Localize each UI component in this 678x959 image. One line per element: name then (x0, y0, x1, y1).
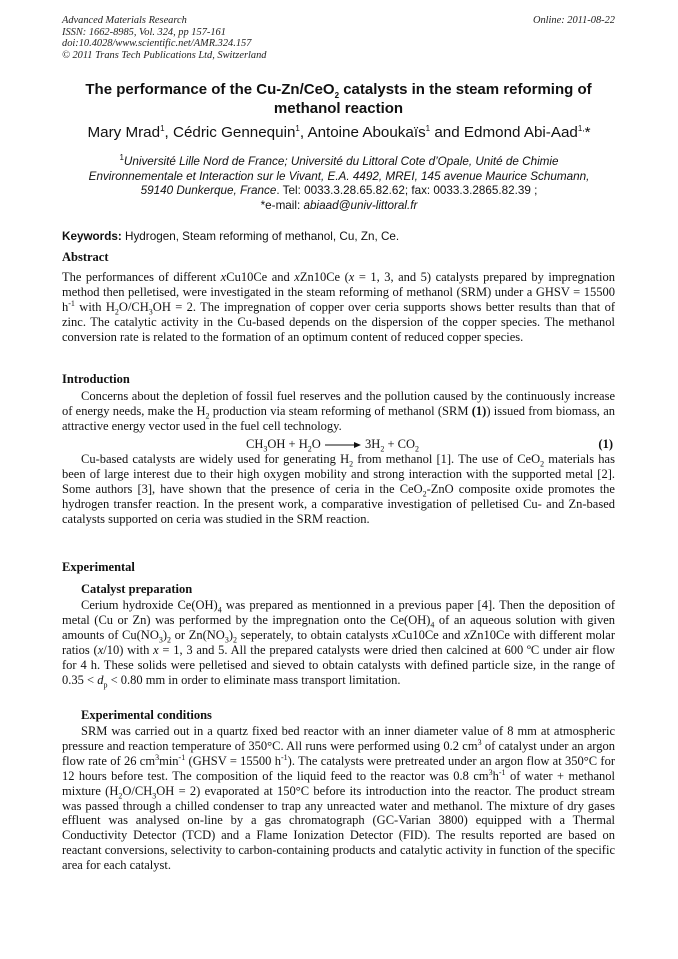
prep-var: x (464, 627, 470, 642)
abstract-body (62, 270, 615, 345)
catalyst-preparation-heading: Catalyst preparation (81, 582, 193, 596)
cond-text: O/CH (122, 783, 153, 798)
cond-text: ). The catalysts were pretreated under an argon flow at 350°C for 12 hours before test. The composition of the liquid feed to the reactor was 0.8 cm (62, 753, 615, 783)
prep-paragraph (62, 598, 615, 690)
online-date: Online: 2011-08-22 (532, 15, 615, 26)
equation-formula (246, 437, 419, 452)
introduction-paragraph-1 (62, 389, 615, 434)
equation-number: (1) (598, 437, 613, 451)
author-3-sup: 1 (425, 123, 431, 133)
cond-sup: 3 (477, 737, 482, 747)
prep-text: Cerium hydroxide Ce(OH) (81, 598, 218, 612)
abstract-text: OH = 2. The impregnation of copper over ceria supports shows better results than that of zinc. The catalytic activity in the Cu-based depends on the dispersion of the copper species. The methanol conversion rate is related to the formation of an optimum content of reduced copper species. (62, 299, 616, 344)
intro-sub: 2 (205, 411, 210, 421)
email-link[interactable]: abiaad@univ-littoral.fr (303, 198, 418, 212)
cond-sub: 3 (152, 791, 157, 801)
prep-text: < 0.80 mm in order to eliminate mass transport limitation. (107, 672, 401, 687)
intro-sub: 2 (540, 459, 545, 469)
abstract-text: = 1, 3, and 5) catalysts prepared by impregnation method then pelletised, were investigated in the steam reforming of methanol (SRM) under a GHSV = 15500 h (62, 270, 615, 314)
prep-text: Cu10Ce and (397, 627, 465, 642)
eq-text: 3H (361, 437, 381, 451)
prep-text: Zn10Ce with different molar ratios ( (62, 627, 615, 657)
journal-doi: doi:10.4028/www.scientific.net/AMR.324.157 (62, 38, 252, 50)
experimental-conditions-heading: Experimental conditions (81, 708, 212, 722)
cond-sup: -1 (498, 767, 506, 777)
prep-sub: 4 (430, 620, 435, 630)
prep-sub: 3 (224, 635, 229, 645)
cond-text: of water + methanol mixture (H (62, 768, 615, 798)
journal-name: Advanced Materials Research (62, 15, 187, 26)
intro-text: from methanol [1]. The use of CeO (353, 452, 541, 466)
abstract-sup: -1 (68, 298, 75, 308)
author-2: , Cédric Gennequin (164, 124, 296, 141)
abstract-paragraph (62, 270, 615, 345)
prep-var: x (153, 642, 159, 657)
abstract-heading: Abstract (62, 250, 109, 264)
intro-text: ) issued from biomass, an attractive energy vector used in the fuel cell technology. (62, 403, 616, 433)
author-3: , Antoine Aboukaïs (299, 124, 426, 141)
prep-sub: p (103, 680, 108, 690)
prep-var: x (97, 642, 104, 657)
intro-sub: 2 (422, 489, 427, 499)
prep-text: or Zn(NO (171, 627, 225, 642)
prep-text: ) (228, 627, 233, 642)
author-1-sup: 1 (160, 123, 165, 133)
prep-text: ) (162, 627, 168, 642)
keywords-label: Keywords: (62, 230, 122, 243)
conditions-paragraph (62, 724, 615, 873)
intro-p2 (62, 452, 615, 527)
author-4-sup: 1, (577, 123, 585, 133)
abstract-text: with H (74, 299, 115, 314)
journal-header (62, 15, 266, 61)
abstract-var: x (220, 270, 227, 284)
affiliation-contact: . Tel: 0033.3.28.65.82.62; fax: 0033.3.2865.82.39 ; (276, 184, 538, 198)
intro-sub: 2 (349, 459, 354, 469)
affiliation-city: 59140 Dunkerque, France (140, 184, 277, 198)
abstract-sub: 3 (148, 307, 153, 317)
prep-sub: 3 (158, 635, 163, 645)
intro-eq-ref: (1) (471, 403, 487, 418)
cond-text: (GHSV = 15500 h (185, 753, 281, 768)
prep-text: = 1, 3 and 5. All the prepared catalysts were dried then calcined at 600 ºC under air flow for 4 h. These solids were pelletised and sieved to obtain catalysts with defined particle size, in the range of 0.35 < (62, 642, 615, 687)
prep-text: of an aqueous solution with given amounts of Cu(NO (62, 612, 615, 642)
affiliation-line-2: Environnementale et Interaction sur le Vivant, E.A. 4492, MREI, 145 avenue Maurice Schumann, (88, 169, 590, 183)
journal-issn: ISSN: 1662-8985, Vol. 324, pp 157-161 (62, 26, 226, 38)
paper-title (62, 80, 615, 118)
cond-sub: 2 (118, 791, 123, 801)
abstract-text: Zn10Ce ( (299, 270, 349, 284)
intro-text: Cu-based catalysts are widely used for generating H (81, 452, 350, 466)
author-1: Mary Mrad (87, 124, 161, 141)
intro-text: Concerns about the depletion of fossil fuel reserves and the pollution caused by the continuously increase of energy needs, make the H (62, 389, 615, 418)
intro-text: -ZnO composite oxide promotes the hydrogen transfer reaction. In the present work, a comparative investigation of pelletised Cu- and Zn-based catalysts supported on ceria was studied in the SRM reaction. (62, 481, 615, 526)
cond-text: SRM was carried out in a quartz fixed bed reactor with an inner diameter value of 8 mm at atmospheric pressure and reaction temperature of 350°C. All runs were performed using 0.2 cm (62, 724, 615, 753)
cond-sup: -1 (178, 752, 186, 762)
abstract-text: O/CH (118, 299, 149, 314)
eq-text: OH + H (267, 437, 308, 451)
author-4: and Edmond Abi-Aad (430, 124, 578, 141)
cond-text: h (492, 768, 499, 783)
eq-sub: 2 (415, 444, 419, 454)
author-list (40, 124, 638, 141)
eq-sub: 2 (307, 444, 312, 454)
affiliation-email-line (40, 199, 638, 214)
prep-var: x (392, 627, 398, 642)
abstract-sub: 2 (114, 307, 119, 317)
cond-sup: -1 (281, 752, 288, 762)
prep-var: d (97, 672, 104, 687)
experimental-heading: Experimental (62, 560, 135, 574)
cond-sup: 3 (488, 767, 493, 777)
journal-copyright: © 2011 Trans Tech Publications Ltd, Switzerland (62, 49, 267, 61)
abstract-text: The performances of different (62, 270, 221, 284)
keywords (62, 230, 399, 243)
cond-text: OH = 2) evaporated at 150°C before its introduction into the reactor. The product stream was passed through a chilled condenser to trap any unreacted water and methanol. The mixture of dry gases effluent was analysed on-line by a gas chromatograph (GC-Varian 3800) equipped with a Thermal Conductivity Detector (TCD) and a Flame Ionization Detector (FID). The results reported are based on reactant conversions, selectivity to carbon-containing products and catalytic activity in function of the specific area for each catalyst. (62, 783, 615, 873)
affiliation (40, 155, 638, 213)
affiliation-sup: 1 (119, 153, 124, 163)
reaction-arrow-icon (324, 441, 362, 449)
cond-text: min (159, 753, 179, 768)
title-part2: catalysts in the steam reforming of methanol reaction (273, 81, 592, 117)
eq-text: O (311, 437, 321, 451)
title-part1: The performance of the Cu-Zn/CeO (85, 81, 335, 98)
cond-text: of catalyst under an argon flow rate of 26 cm (62, 738, 615, 768)
prep-sub: 2 (233, 635, 237, 645)
author-2-sup: 1 (295, 123, 300, 133)
introduction-paragraph-2 (62, 452, 615, 527)
prep-sub: 4 (217, 605, 222, 615)
abstract-var: x (294, 270, 300, 284)
eq-sub: 2 (380, 444, 385, 454)
affiliation-line-1 (40, 155, 638, 170)
eq-text: CH (246, 437, 264, 451)
abstract-text: Cu10Ce and (226, 270, 295, 284)
eq-text: + CO (384, 437, 415, 451)
cond-sup: 3 (155, 752, 160, 762)
introduction-heading: Introduction (62, 372, 130, 386)
corresponding-star: * (584, 124, 591, 141)
experimental-conditions-body (62, 724, 615, 873)
eq-sub: 3 (263, 444, 268, 454)
intro-text: production via steam reforming of methanol (SRM (209, 403, 472, 418)
prep-sub: 2 (167, 635, 172, 645)
affiliation-line-3 (40, 184, 638, 199)
keywords-text: Hydrogen, Steam reforming of methanol, Cu, Zn, Ce. (121, 230, 400, 243)
affiliation-text-1: Université Lille Nord de France; Université du Littoral Cote d’Opale, Unité de Chimie (123, 155, 559, 168)
prep-text: was prepared as mentionned in a previous paper [4]. Then the deposition of metal (Cu or Zn) was performed by the impregnation onto the Ce(OH) (62, 598, 615, 627)
intro-p1 (62, 389, 615, 434)
abstract-var: x (348, 270, 355, 284)
prep-text: seperately, to obtain catalysts (237, 627, 393, 642)
title-sub: 2 (334, 91, 340, 100)
catalyst-preparation-body (62, 598, 615, 690)
email-label: *e-mail: (260, 198, 304, 212)
intro-text: materials has been of large interest due to their high oxygen mobility and strong interaction with the supported metal [2]. Some authors [3], have shown that the presence of ceria in the CeO (62, 452, 615, 496)
prep-text: /10) with (103, 642, 154, 657)
